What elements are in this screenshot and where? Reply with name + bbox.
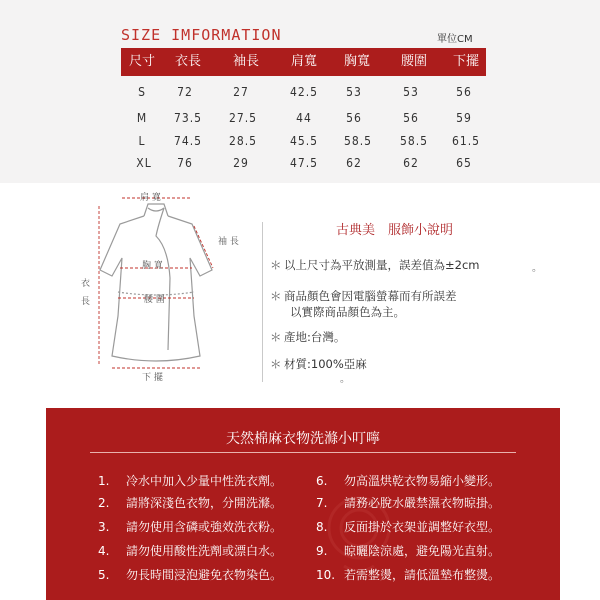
table-cell: S <box>138 85 146 99</box>
tip-number: 8. <box>316 520 328 534</box>
tip-text: 勿高溫烘乾衣物易縮小變形。 <box>344 474 501 488</box>
dot-mark: 。 <box>340 374 350 385</box>
shoulder-width-label: 肩 寬 <box>140 193 161 203</box>
header-cell: 肩寬 <box>290 54 318 69</box>
table-cell: 27 <box>233 85 249 99</box>
table-cell: 53 <box>346 85 362 99</box>
tip-number: 10. <box>316 568 336 582</box>
care-tip <box>316 494 500 511</box>
table-row <box>121 131 486 152</box>
table-cell: 56 <box>456 85 472 99</box>
waist-label: 腰 圍 <box>144 295 165 305</box>
table-cell: 28.5 <box>228 134 258 148</box>
size-table-header <box>121 48 486 76</box>
table-cell: 27.5 <box>228 111 258 125</box>
tip-number: 7. <box>316 496 328 510</box>
tip-text: 冷水中加入少量中性洗衣劑。 <box>126 474 283 488</box>
header-cell: 衣長 <box>174 54 202 69</box>
table-cell: 47.5 <box>289 156 319 170</box>
table-cell: 72 <box>177 85 193 99</box>
tip-text: 若需整燙，請低溫墊布整燙。 <box>344 568 501 582</box>
tip-text: 晾曬陰涼處，避免陽光直射。 <box>344 544 501 558</box>
washing-tips-section <box>46 408 560 600</box>
note-item <box>270 288 457 320</box>
tip-text: 請將深淺色衣物，分開洗滌。 <box>126 496 283 510</box>
asterisk-icon: ＊ <box>270 330 282 344</box>
table-cell: L <box>138 134 146 148</box>
table-cell: 74.5 <box>173 134 203 148</box>
table-cell: 45.5 <box>289 134 319 148</box>
title-divider <box>90 452 516 453</box>
washing-tips-title: 天然棉麻衣物洗滌小叮嚀 <box>226 431 380 447</box>
table-cell: 76 <box>177 156 193 170</box>
table-cell: 53 <box>403 85 419 99</box>
notes-title: 古典美 服飾小說明 <box>336 223 454 238</box>
chest-width-label: 胸 寬 <box>142 261 163 271</box>
divider-line <box>262 222 263 382</box>
header-cell: 胸寬 <box>343 54 371 69</box>
care-tip <box>316 542 500 559</box>
tip-number: 3. <box>98 520 110 534</box>
care-tip <box>98 472 282 489</box>
care-tip <box>98 494 282 511</box>
table-cell: 62 <box>346 156 362 170</box>
tip-text: 請務必脫水嚴禁濕衣物晾掛。 <box>344 496 501 510</box>
note-text: 材質:100%亞麻 <box>284 357 367 371</box>
table-cell: 73.5 <box>173 111 203 125</box>
tip-number: 5. <box>98 568 110 582</box>
table-cell: 58.5 <box>343 134 373 148</box>
table-cell: 65 <box>456 156 472 170</box>
table-cell: 56 <box>346 111 362 125</box>
care-tip <box>316 472 500 489</box>
table-cell: XL <box>136 156 152 170</box>
dot-mark: 。 <box>532 263 542 274</box>
note-text: 商品顏色會因電腦螢幕而有所誤差 <box>284 289 457 303</box>
hem-label: 下 擺 <box>142 373 163 383</box>
tip-number: 2. <box>98 496 110 510</box>
garment-measurement-diagram <box>72 188 257 388</box>
table-cell: 42.5 <box>289 85 319 99</box>
asterisk-icon: ＊ <box>270 258 282 272</box>
note-item <box>270 257 479 273</box>
note-item <box>270 356 367 372</box>
header-cell: 腰圍 <box>400 54 428 69</box>
header-cell: 尺寸 <box>128 54 156 69</box>
note-text-continued: 以實際商品顏色為主。 <box>290 305 405 319</box>
table-cell: M <box>136 111 148 125</box>
care-tip <box>316 566 500 583</box>
note-text: 以上尺寸為平放測量，誤差值為±2cm <box>284 258 480 272</box>
table-cell: 56 <box>403 111 419 125</box>
asterisk-icon: ＊ <box>270 357 282 371</box>
table-cell: 59 <box>456 111 472 125</box>
table-row <box>121 108 486 129</box>
table-row <box>121 82 486 103</box>
tip-text: 請勿使用含磷或強效洗衣粉。 <box>126 520 283 534</box>
care-tip <box>98 518 282 535</box>
table-cell: 58.5 <box>399 134 429 148</box>
tip-number: 4. <box>98 544 110 558</box>
care-tip <box>98 566 282 583</box>
tip-text: 反面掛於衣架並調整好衣型。 <box>344 520 501 534</box>
care-tip <box>98 542 282 559</box>
tip-number: 6. <box>316 474 328 488</box>
size-title: SIZE IMFORMATION <box>121 26 282 44</box>
tip-text: 勿長時間浸泡避免衣物染色。 <box>126 568 283 582</box>
header-cell: 袖長 <box>232 54 260 69</box>
note-text: 產地:台灣。 <box>284 330 346 344</box>
length-label-1: 衣 <box>81 279 91 289</box>
table-cell: 62 <box>403 156 419 170</box>
note-item <box>270 329 345 345</box>
tip-number: 9. <box>316 544 328 558</box>
care-tip <box>316 518 500 535</box>
asterisk-icon: ＊ <box>270 289 282 303</box>
sleeve-length-label: 袖 長 <box>218 237 239 247</box>
header-cell: 下擺 <box>452 54 480 69</box>
tip-text: 請勿使用酸性洗劑或漂白水。 <box>126 544 283 558</box>
tip-number: 1. <box>98 474 110 488</box>
table-cell: 29 <box>233 156 249 170</box>
table-cell: 44 <box>296 111 312 125</box>
table-cell: 61.5 <box>451 134 481 148</box>
table-row <box>121 153 486 174</box>
unit-label: 單位CM <box>437 34 473 45</box>
length-label-2: 長 <box>81 297 91 307</box>
size-information-section <box>0 0 600 183</box>
dress-outline-drawing <box>72 188 257 388</box>
